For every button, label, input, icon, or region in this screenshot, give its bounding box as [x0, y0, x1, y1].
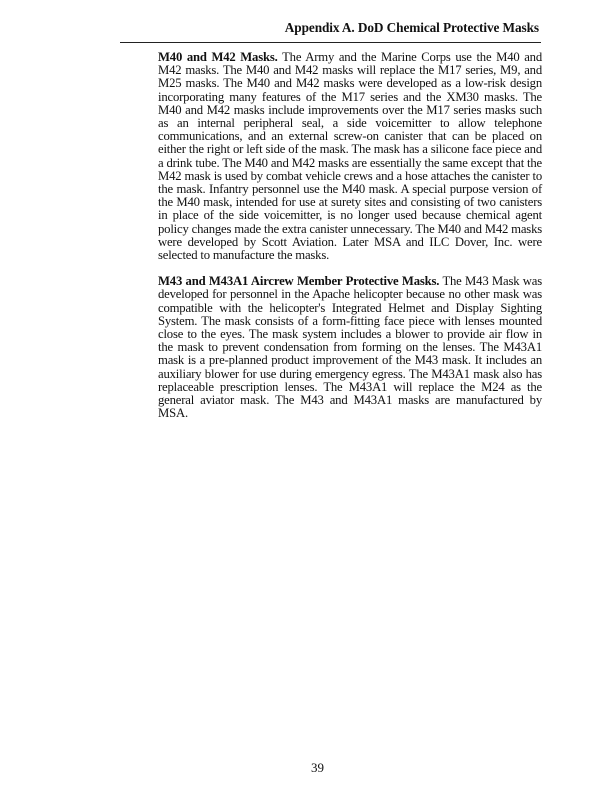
paragraph-m40-m42 — [158, 51, 542, 262]
paragraph-body: The M43 Mask was developed for personnel in the Apache helicopter because no other mask was compatible with the helicopter's Integrated Helmet and Display Sighting System. The mask consists of a form-fitting face piece with lenses mounted close to the eyes. The mask system includes a blower to provide air flow in the mask to prevent condensation from forming on the lenses. The M43A1 mask is a pre-planned product improvement of the M43 mask. It includes an auxiliary blower for use during emergency egress. The M43A1 mask also has replaceable prescription lenses. The M43A1 will replace the M24 as the general aviator mask. The M43 and M43A1 masks are manufactured by MSA. — [158, 274, 543, 421]
page-header — [120, 18, 541, 43]
paragraph-heading: M40 and M42 Masks. — [158, 50, 278, 64]
page-number: 39 — [311, 760, 324, 775]
paragraph-m43-m43a1 — [158, 275, 542, 420]
main-content — [158, 51, 542, 433]
paragraph-body: The Army and the Marine Corps use the M40 and M42 masks. The M40 and M42 masks will replace the M17 series, M9, and M25 masks. The M40 and M42 masks were developed as a low-risk design incorporating many features of the M17 series and the XM30 masks. The M40 and M42 masks include improvements over the M17 series masks such as an internal peripheral seal, a side voicemitter to allow telephone communications, and an external screw-on canister that can be placed on either the right or left side of the mask. The mask has a silicone face piece and a drink tube. The M40 and M42 masks are essentially the same except that the M42 mask is used by combat vehicle crews and a hose attaches the canister to the mask. Infantry personnel use the M40 mask. A special purpose version of the M40 mask, intended for use at surety sites and consisting of two canisters in place of the side voicemitter, is no longer used because chemical agent policy changes made the extra canister unnecessary. The M40 and M42 masks were developed by Scott Aviation. Later MSA and ILC Dover, Inc. were selected to manufacture the masks. — [158, 50, 543, 263]
header-title: Appendix A. DoD Chemical Protective Masks — [284, 20, 539, 35]
paragraph-heading: M43 and M43A1 Aircrew Member Protective Masks. — [158, 274, 440, 289]
